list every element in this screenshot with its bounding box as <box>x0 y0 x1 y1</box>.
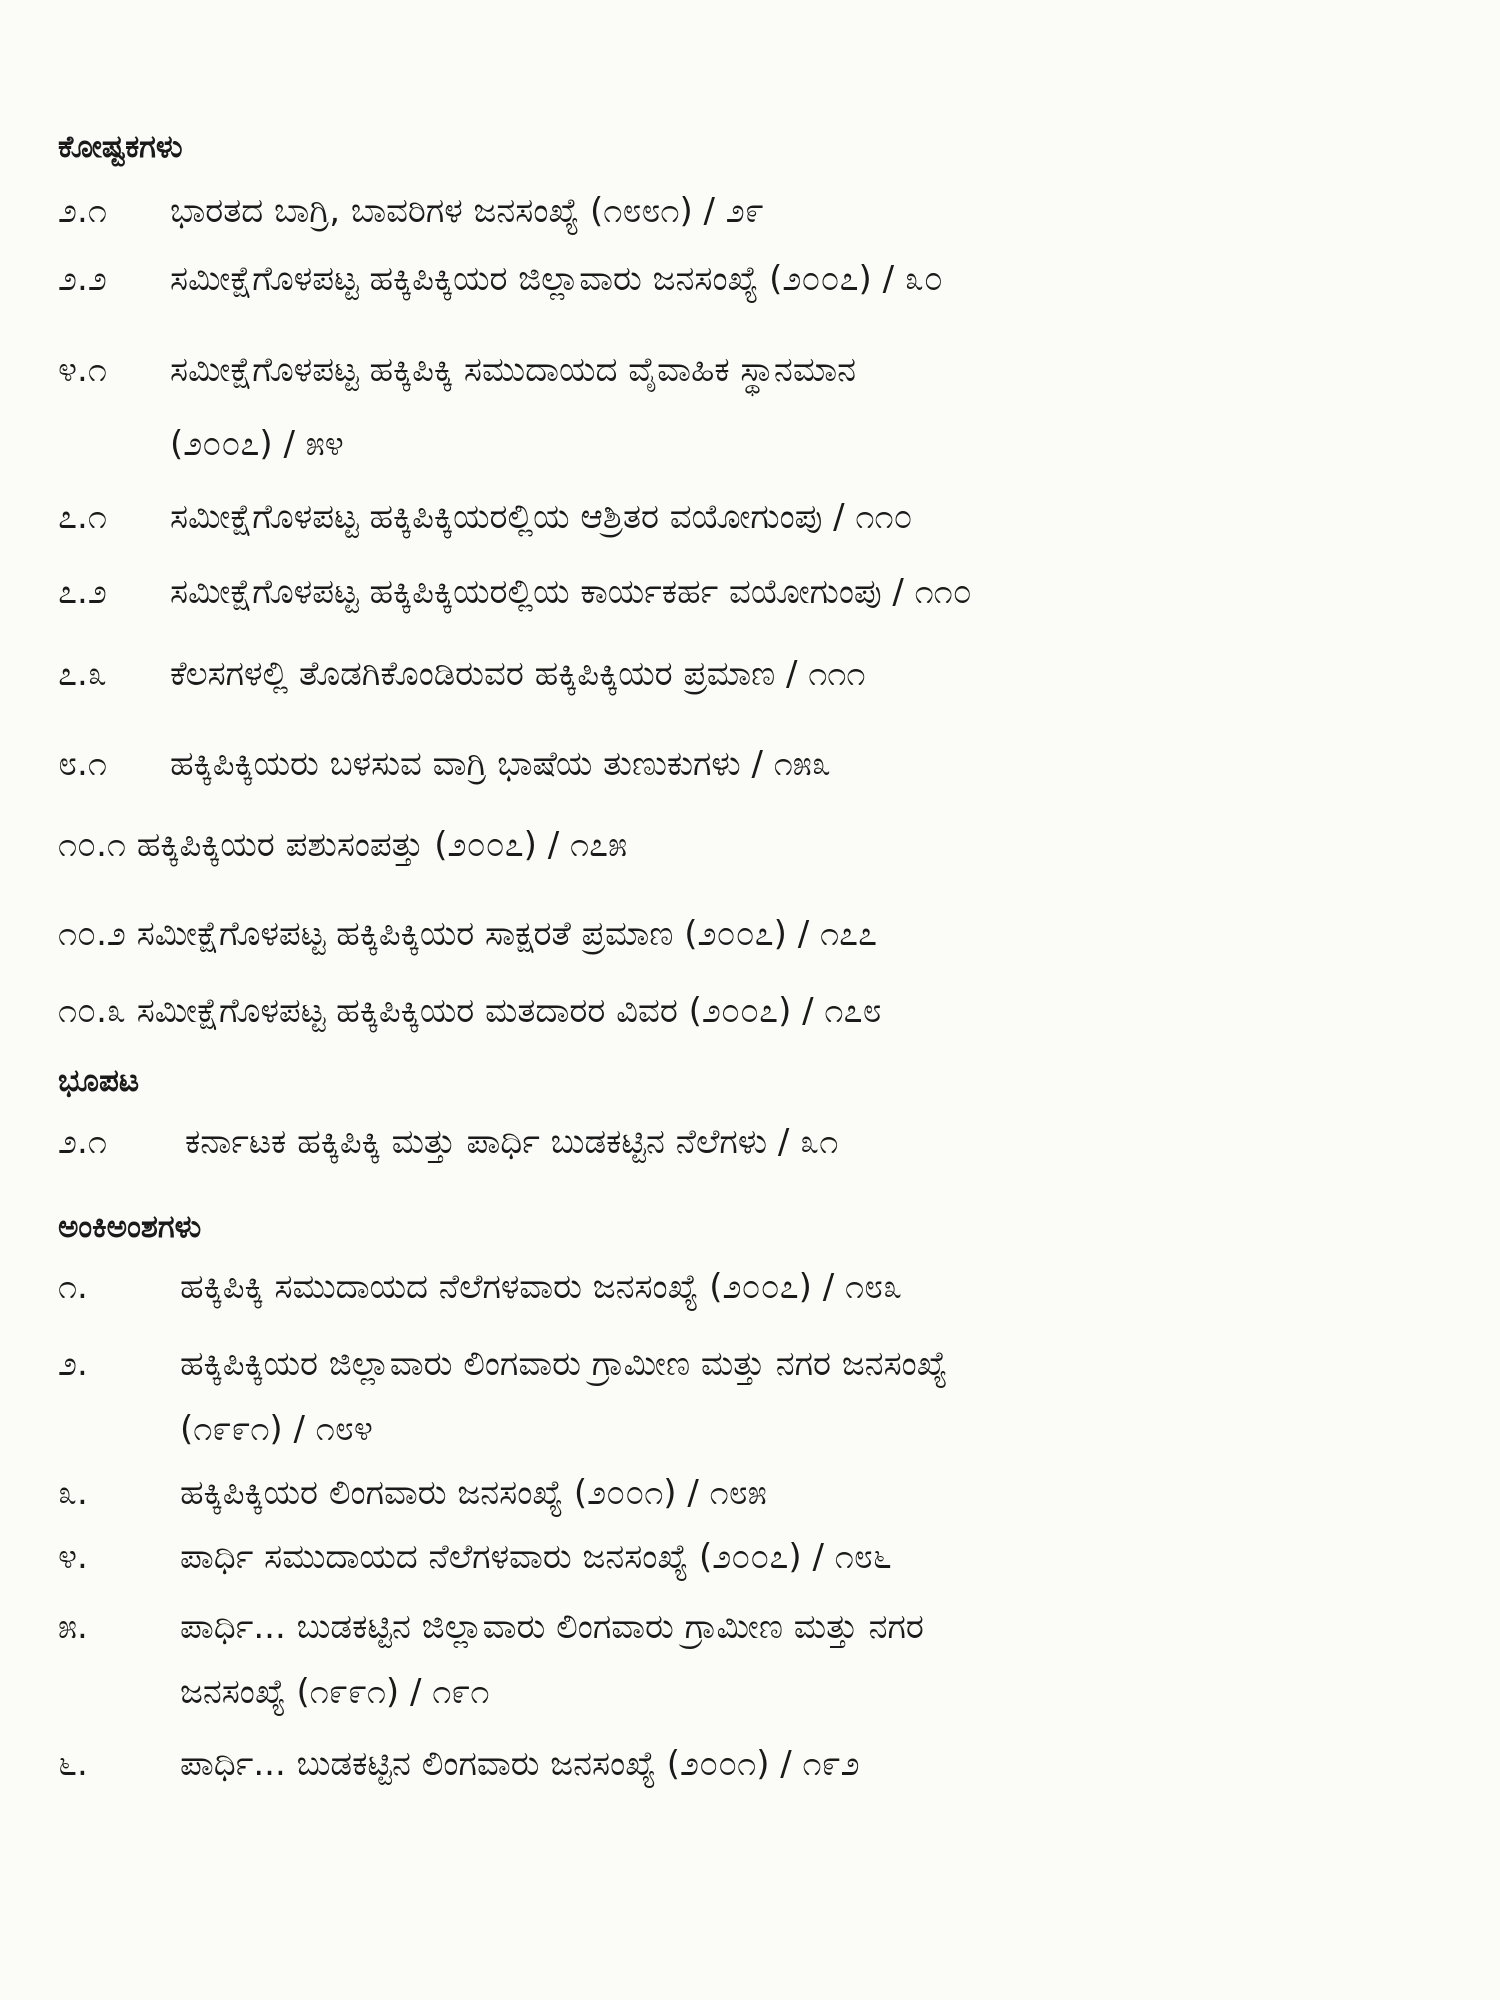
item-text-continuation: (೨೦೦೭) / ೫೪ <box>170 424 344 464</box>
item-text: ೧೦.೧ ಹಕ್ಕಿಪಿಕ್ಕಿಯರ ಪಶುಸಂಪತ್ತು (೨೦೦೭) / ೧೭೫ <box>58 825 628 865</box>
item-number: ೨.೧ <box>58 1122 107 1162</box>
item-number: ೬. <box>58 1744 88 1784</box>
item-number: ೨. <box>58 1344 88 1384</box>
item-text-continuation: (೧೯೯೧) / ೧೮೪ <box>180 1409 373 1449</box>
item-text: ಕರ್ನಾಟಕ ಹಕ್ಕಿಪಿಕ್ಕಿ ಮತ್ತು ಪಾರ್ಧಿ ಬುಡಕಟ್ಟಿನ ನೆಲೆಗಳು / ೩೧ <box>185 1122 839 1162</box>
item-text: ಸಮೀಕ್ಷೆಗೊಳಪಟ್ಟ ಹಕ್ಕಿಪಿಕ್ಕಿಯರಲ್ಲಿಯ ಆಶ್ರಿತರ ವಯೋಗುಂಪು / ೧೧೦ <box>170 497 913 537</box>
item-number: ೩. <box>58 1473 88 1513</box>
item-text: ೧೦.೨ ಸಮೀಕ್ಷೆಗೊಳಪಟ್ಟ ಹಕ್ಕಿಪಿಕ್ಕಿಯರ ಸಾಕ್ಷರತೆ ಪ್ರಮಾಣ (೨೦೦೭) / ೧೭೭ <box>58 914 878 954</box>
item-text: ಕೆಲಸಗಳಲ್ಲಿ ತೊಡಗಿಕೊಂಡಿರುವರ ಹಕ್ಕಿಪಿಕ್ಕಿಯರ ಪ್ರಮಾಣ / ೧೧೧ <box>170 654 866 694</box>
item-text: ಪಾರ್ಧಿ... ಬುಡಕಟ್ಟಿನ ಲಿಂಗವಾರು ಜನಸಂಖ್ಯೆ (೨೦೦೧) / ೧೯೨ <box>180 1744 860 1784</box>
item-text: ಪಾರ್ಧಿ... ಬುಡಕಟ್ಟಿನ ಜಿಲ್ಲಾವಾರು ಲಿಂಗವಾರು ಗ್ರಾಮೀಣ ಮತ್ತು ನಗರ <box>180 1607 924 1647</box>
item-text: ಸಮೀಕ್ಷೆಗೊಳಪಟ್ಟ ಹಕ್ಕಿಪಿಕ್ಕಿಯರಲ್ಲಿಯ ಕಾರ್ಯಕರ್ಹ ವಯೋಗುಂಪು / ೧೧೦ <box>170 572 972 612</box>
section-heading-maps: ಭೂಪಟ <box>58 1063 140 1099</box>
item-text: ಪಾರ್ಧಿ ಸಮುದಾಯದ ನೆಲೆಗಳವಾರು ಜನಸಂಖ್ಯೆ (೨೦೦೭) / ೧೮೬ <box>180 1537 892 1577</box>
section-heading-statistics: ಅಂಕಿಅಂಶಗಳು <box>58 1209 202 1245</box>
item-number: ೭.೨ <box>58 572 107 612</box>
item-number: ೭.೧ <box>58 497 107 537</box>
item-number: ೮.೧ <box>58 744 107 784</box>
item-number: ೭.೩ <box>58 654 107 694</box>
item-number: ೨.೨ <box>58 259 107 299</box>
item-text: ಸಮೀಕ್ಷೆಗೊಳಪಟ್ಟ ಹಕ್ಕಿಪಿಕ್ಕಿಯರ ಜಿಲ್ಲಾವಾರು ಜನಸಂಖ್ಯೆ (೨೦೦೭) / ೩೦ <box>170 259 943 299</box>
item-number: ೪.೧ <box>58 350 107 390</box>
item-text: ಭಾರತದ ಬಾಗ್ರಿ, ಬಾವರಿಗಳ ಜನಸಂಖ್ಯೆ (೧೮೮೧) / ೨೯ <box>170 191 764 231</box>
item-text: ಹಕ್ಕಿಪಿಕ್ಕಿ ಸಮುದಾಯದ ನೆಲೆಗಳವಾರು ಜನಸಂಖ್ಯೆ (೨೦೦೭) / ೧೮೩ <box>180 1267 903 1307</box>
item-text: ೧೦.೩ ಸಮೀಕ್ಷೆಗೊಳಪಟ್ಟ ಹಕ್ಕಿಪಿಕ್ಕಿಯರ ಮತದಾರರ ವಿವರ (೨೦೦೭) / ೧೭೮ <box>58 991 882 1031</box>
item-number: ೪. <box>58 1537 88 1577</box>
item-text: ಸಮೀಕ್ಷೆಗೊಳಪಟ್ಟ ಹಕ್ಕಿಪಿಕ್ಕಿ ಸಮುದಾಯದ ವೈವಾಹಿಕ ಸ್ಥಾನಮಾನ <box>170 350 857 390</box>
item-text: ಹಕ್ಕಿಪಿಕ್ಕಿಯರು ಬಳಸುವ ವಾಗ್ರಿ ಭಾಷೆಯ ತುಣುಕುಗಳು / ೧೫೩ <box>170 744 831 784</box>
item-text: ಹಕ್ಕಿಪಿಕ್ಕಿಯರ ಜಿಲ್ಲಾವಾರು ಲಿಂಗವಾರು ಗ್ರಾಮೀಣ ಮತ್ತು ನಗರ ಜನಸಂಖ್ಯೆ <box>180 1344 948 1384</box>
section-heading-tables: ಕೋಷ್ಟಕಗಳು <box>58 129 183 165</box>
item-number: ೨.೧ <box>58 191 107 231</box>
item-text: ಹಕ್ಕಿಪಿಕ್ಕಿಯರ ಲಿಂಗವಾರು ಜನಸಂಖ್ಯೆ (೨೦೦೧) / ೧೮೫ <box>180 1473 767 1513</box>
item-number: ೧. <box>58 1267 88 1307</box>
item-number: ೫. <box>58 1607 88 1647</box>
item-text-continuation: ಜನಸಂಖ್ಯೆ (೧೯೯೧) / ೧೯೧ <box>180 1672 490 1712</box>
